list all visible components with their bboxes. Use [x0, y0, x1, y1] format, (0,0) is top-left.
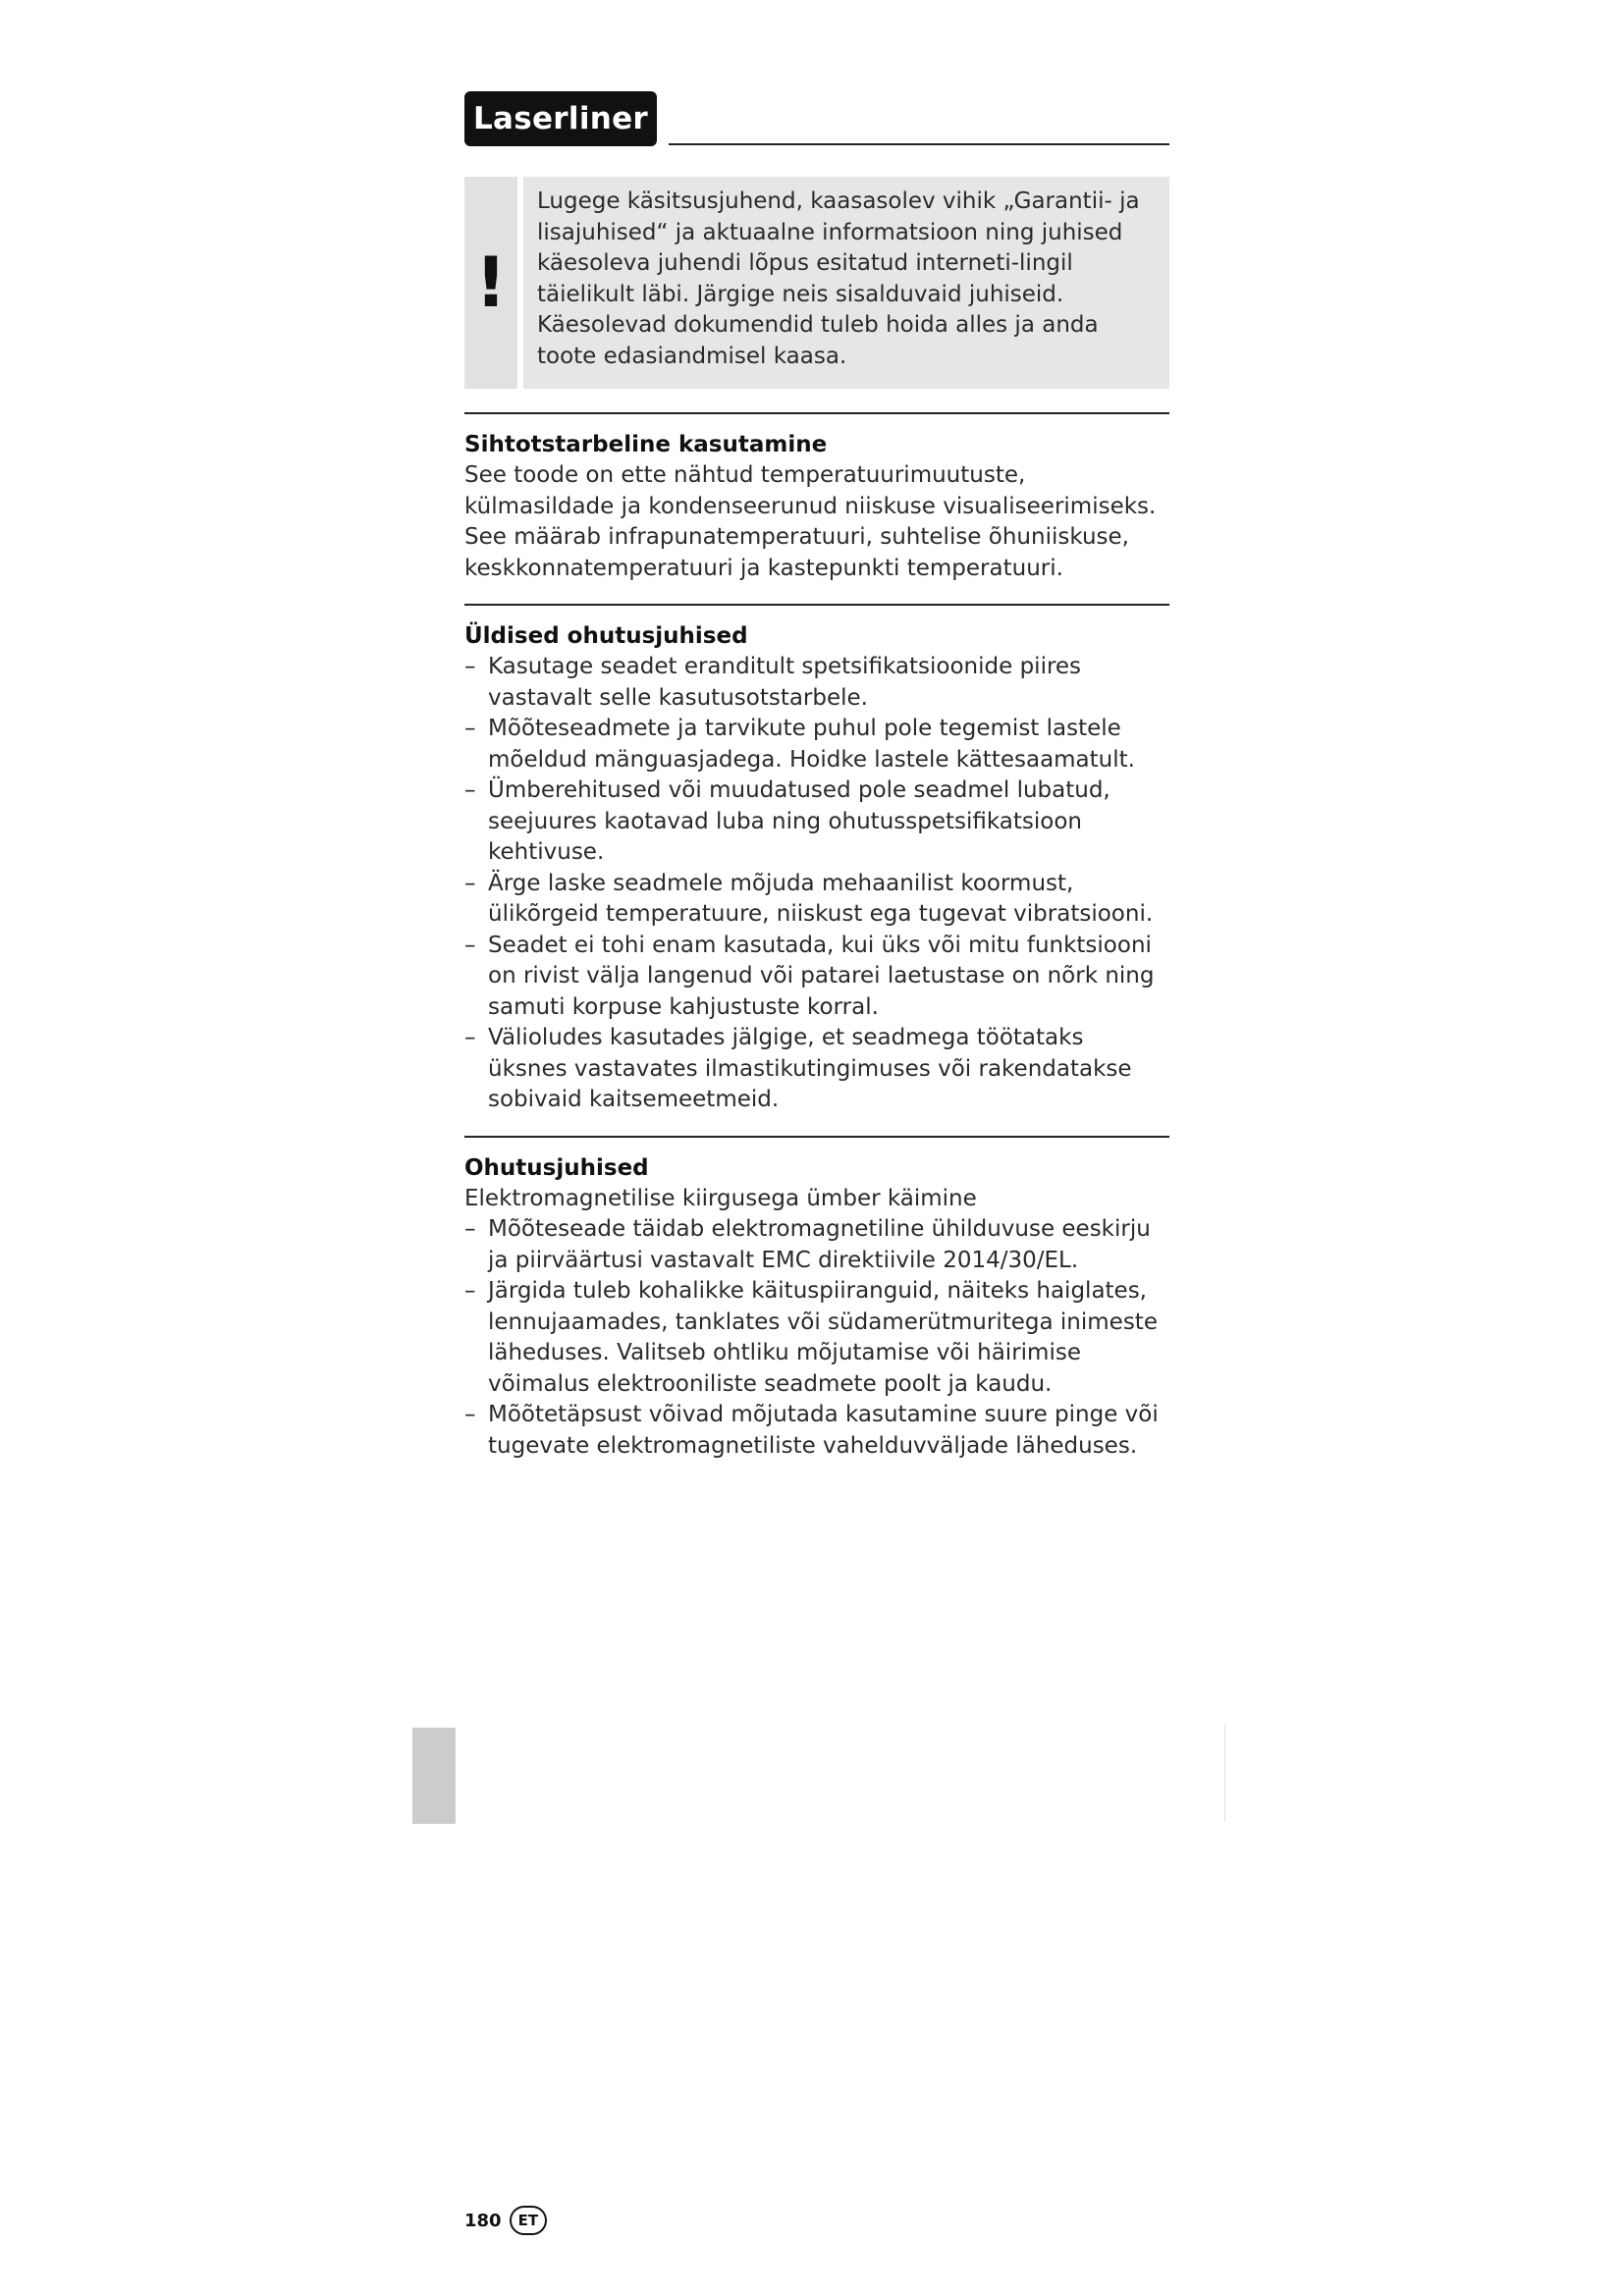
- notice-text: Lugege käsitsusjuhend, kaasasolev vihik „Garantii- ja lisajuhised“ ja aktuaalne informatsioon ning juhised käesoleva juhendi lõpus esitatud interneti-lingil täielikult läbi. Järgige neis sisalduvaid juhiseid. Käesolevad dokumendid tuleb hoida alles ja anda toote edasiandmisel kaasa.: [523, 177, 1169, 389]
- paragraph: See määrab infrapunatemperatuuri, suhtelise õhuniiskuse, keskkonnatemperatuuri ja kastepunkti temperatuuri.: [464, 524, 1129, 581]
- exclamation-icon: !: [464, 177, 517, 389]
- safety-list: [464, 1214, 1169, 1462]
- thumb-tab-marker: [412, 1728, 456, 1824]
- safety-list: [464, 652, 1169, 1116]
- list-item: – Mõõteseade täidab elektromagnetiline ühilduvuse eeskirju ja piirväärtusi vastavalt EMC direktiivile 2014/30/EL.: [464, 1216, 1151, 1273]
- section-title: Üldised ohutusjuhised: [464, 623, 748, 649]
- manual-page: [464, 88, 1169, 1481]
- list-item: – Kasutage seadet eranditult spetsifikatsioonide piires vastavalt selle kasutusotstarbele.: [464, 654, 1082, 711]
- paragraph: See toode on ette nähtud temperatuurimuutuste, külmasildade ja kondenseerunud niiskuse visualiseerimiseks.: [464, 462, 1157, 519]
- list-item: – Ümberehitused või muudatused pole seadmel lubatud, seejuures kaotavad luba ning ohutusspetsifikatsioon kehtivuse.: [464, 777, 1110, 865]
- section-general-safety: [464, 606, 1169, 1136]
- page-header: [464, 88, 1169, 149]
- list-item: – Välioludes kasutades jälgige, et seadmega töötataks üksnes vastavates ilmastikutingimuses või rakendatakse sobivaid kaitsemeetmeid.: [464, 1025, 1132, 1112]
- language-badge: ET: [510, 2206, 547, 2235]
- section-subtitle: Elektromagnetilise kiirgusega ümber käimine: [464, 1185, 977, 1211]
- margin-line: [1224, 1724, 1225, 1822]
- list-item: – Ärge laske seadmele mõjuda mehaanilist koormust, ülikõrgeid temperatuure, niiskust ega tugevat vibratsiooni.: [464, 870, 1154, 927]
- list-item: – Mõõteseadmete ja tarvikute puhul pole tegemist lastele mõeldud mänguasjadega. Hoidke lastele kättesaamatult.: [464, 716, 1135, 773]
- section-safety: [464, 1138, 1169, 1482]
- notice-box: [464, 177, 1169, 389]
- header-rule: [669, 143, 1169, 145]
- list-item: – Mõõtetäpsust võivad mõjutada kasutamine suure pinge või tugevate elektromagnetiliste vahelduvväljade läheduses.: [464, 1402, 1159, 1459]
- page-footer: [464, 2206, 547, 2235]
- list-item: – Järgida tuleb kohalikke käituspiiranguid, näiteks haiglates, lennujaamades, tanklates või südamerütmuritega inimeste läheduses. Valitseb ohtliku mõjutamise või häirimise võimalus elektrooniliste seadmete poolt ja kaudu.: [464, 1278, 1158, 1397]
- page-number: 180: [464, 2210, 502, 2231]
- brand-logo: Laserliner: [464, 91, 657, 146]
- section-intended-use: [464, 414, 1169, 604]
- section-title: Ohutusjuhised: [464, 1154, 649, 1181]
- list-item: – Seadet ei tohi enam kasutada, kui üks või mitu funktsiooni on rivist välja langenud või patarei laetustase on nõrk ning samuti korpuse kahjustuste korral.: [464, 932, 1155, 1020]
- section-title: Sihtotstarbeline kasutamine: [464, 432, 828, 457]
